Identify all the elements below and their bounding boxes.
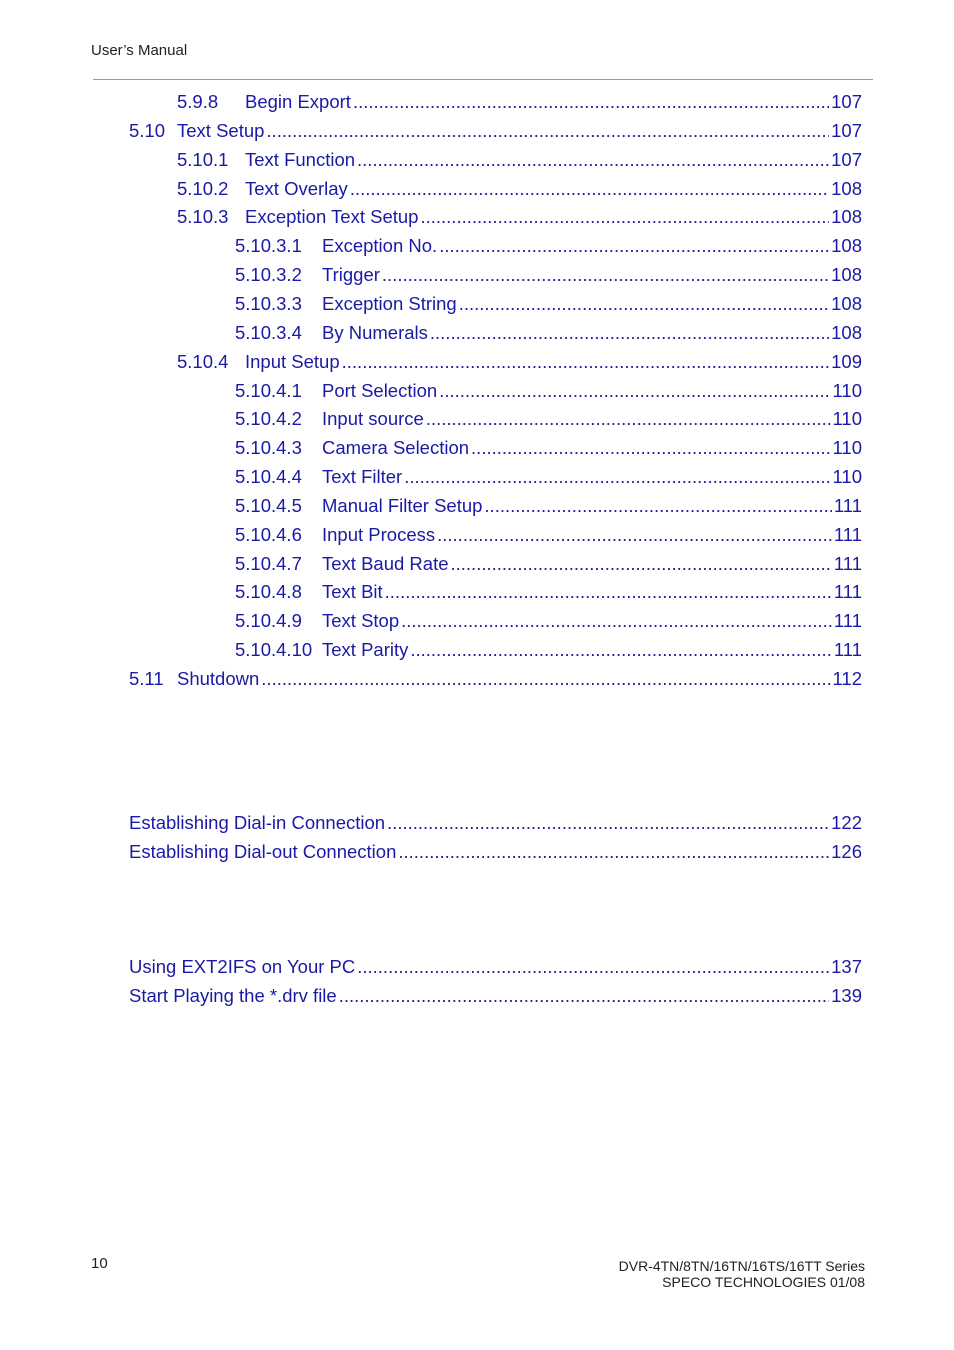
toc-entry-title: Shutdown <box>177 668 260 689</box>
toc-entry[interactable] <box>235 638 862 662</box>
toc-entry-page: 110 <box>832 408 862 430</box>
toc-dot-leader <box>451 552 832 576</box>
footer-info <box>619 1258 865 1290</box>
toc-entry-title: Trigger <box>322 264 380 286</box>
toc-dot-leader <box>420 205 829 229</box>
toc-entry-title: Input Process <box>322 523 436 545</box>
toc-entry-number: 5.10.1 <box>177 148 229 170</box>
toc-entry[interactable] <box>129 811 862 835</box>
toc-entry-number: 5.10.4.2 <box>235 408 302 430</box>
toc-dot-leader <box>387 811 829 835</box>
toc-entry-page: 112 <box>832 668 862 689</box>
toc-entry[interactable] <box>129 840 862 864</box>
toc-entry-number: 5.10 <box>129 119 166 141</box>
toc-entry-number: 5.10.3.2 <box>235 264 302 286</box>
toc-entry-title: Text Setup <box>177 119 265 141</box>
toc-entry-title: Text Stop <box>322 610 400 632</box>
toc-entry-page: 137 <box>831 956 862 977</box>
toc-dot-leader <box>382 263 829 287</box>
toc-entry-number: 5.10.3 <box>177 206 229 228</box>
toc-dot-leader <box>404 465 830 489</box>
toc-entry-title: Start Playing the *.drv file <box>129 985 337 1006</box>
toc-entry-number: 5.9.8 <box>177 91 219 112</box>
toc-dot-leader <box>339 984 829 1008</box>
toc-entry[interactable] <box>235 523 862 547</box>
toc-entry-title: Establishing Dial-out Connection <box>129 841 397 862</box>
toc-entry-page: 126 <box>831 841 862 862</box>
header-title: User’s Manual <box>91 42 188 59</box>
toc-entry-page: 110 <box>832 466 862 488</box>
toc-entry-number: 5.10.4.5 <box>235 494 302 516</box>
toc-entry-title: Text Filter <box>322 466 403 488</box>
toc-dot-leader <box>398 840 829 864</box>
footer-series: DVR-4TN/8TN/16TN/16TS/16TT Series <box>618 1258 865 1274</box>
toc-entry[interactable] <box>235 292 862 316</box>
toc-entry-number: 5.10.2 <box>177 177 229 199</box>
toc-entry-number: 5.10.4.6 <box>235 523 302 545</box>
toc-entry[interactable] <box>235 609 862 633</box>
toc-dot-leader <box>430 321 829 345</box>
toc-entry-page: 108 <box>831 235 862 257</box>
toc-dot-leader <box>385 580 832 604</box>
toc-dot-leader <box>437 523 832 547</box>
toc-entry[interactable] <box>235 436 862 460</box>
toc-entry[interactable] <box>235 379 862 403</box>
toc-entry-title: Text Bit <box>322 581 383 603</box>
toc-entry-page: 111 <box>833 552 862 574</box>
toc-entry[interactable] <box>129 119 862 143</box>
toc-entry[interactable] <box>235 494 862 518</box>
toc-dot-leader <box>439 234 829 258</box>
toc-dot-leader <box>426 407 831 431</box>
toc-entry-title: Manual Filter Setup <box>322 494 483 516</box>
toc-dot-leader <box>261 667 830 691</box>
toc-entry-page: 139 <box>831 985 862 1006</box>
toc-entry-page: 110 <box>832 437 862 459</box>
toc-entry-page: 111 <box>833 494 862 516</box>
toc-entry-number: 5.10.4.8 <box>235 581 302 603</box>
toc-entry-page: 108 <box>831 321 862 343</box>
toc-entry-number: 5.10.4.7 <box>235 552 302 574</box>
toc-dot-leader <box>350 177 829 201</box>
toc-entry[interactable] <box>177 205 862 229</box>
toc-entry-number: 5.10.4.10 <box>235 639 313 661</box>
toc-dot-leader <box>357 148 829 172</box>
toc-entry[interactable] <box>235 465 862 489</box>
toc-entry-page: 111 <box>833 639 862 661</box>
toc-entry-number: 5.11 <box>129 668 164 689</box>
toc-entry-number: 5.10.4.9 <box>235 610 302 632</box>
header-divider <box>93 79 873 80</box>
toc-dot-leader <box>459 292 829 316</box>
toc-entry[interactable] <box>235 552 862 576</box>
toc-entry[interactable] <box>129 984 862 1008</box>
toc-entry-number: 5.10.4.1 <box>235 379 302 401</box>
toc-entry-title: Port Selection <box>322 379 438 401</box>
toc-entry-title: Begin Export <box>245 91 351 112</box>
toc-entry-title: Text Baud Rate <box>322 552 449 574</box>
toc-entry-title: Text Function <box>245 148 356 170</box>
toc-entry-number: 5.10.4.4 <box>235 466 302 488</box>
toc-entry-number: 5.10.4 <box>177 350 229 372</box>
toc-entry[interactable] <box>235 234 862 258</box>
toc-dot-leader <box>342 350 829 374</box>
toc-entry-number: 5.10.3.1 <box>235 235 302 257</box>
toc-entry-number: 5.10.3.3 <box>235 292 302 314</box>
toc-entry-title: Text Overlay <box>245 177 348 199</box>
toc-entry-title: Establishing Dial-in Connection <box>129 812 386 833</box>
toc-entry-title: Exception String <box>322 292 457 314</box>
toc-entry-title: Camera Selection <box>322 437 470 459</box>
toc-entry-page: 108 <box>831 177 862 199</box>
toc-entry-page: 107 <box>831 148 862 170</box>
toc-entry-page: 122 <box>831 812 862 833</box>
toc-dot-leader <box>484 494 831 518</box>
toc-entry-page: 111 <box>833 581 862 603</box>
toc-entry-page: 108 <box>831 206 862 228</box>
toc-entry[interactable] <box>177 350 862 374</box>
footer-company: SPECO TECHNOLOGIES 01/08 <box>662 1274 865 1290</box>
toc-entry[interactable] <box>129 955 862 979</box>
toc-entry-page: 107 <box>831 91 862 112</box>
toc-entry-page: 107 <box>831 119 862 141</box>
toc-entry[interactable] <box>129 667 862 691</box>
toc-entry[interactable] <box>177 177 862 201</box>
toc-dot-leader <box>266 119 829 143</box>
toc-entry[interactable] <box>235 263 862 287</box>
toc-entry-title: Input source <box>322 408 424 430</box>
toc-entry-title: Input Setup <box>245 350 340 372</box>
toc-entry-page: 108 <box>831 292 862 314</box>
toc-entry-page: 108 <box>831 264 862 286</box>
toc-entry-page: 109 <box>831 350 862 372</box>
toc-dot-leader <box>353 90 829 114</box>
toc-dot-leader <box>410 638 832 662</box>
toc-entry[interactable] <box>177 90 862 114</box>
toc-entry-page: 111 <box>833 610 862 632</box>
toc-entry-page: 110 <box>832 379 862 401</box>
footer-page-number: 10 <box>91 1255 108 1272</box>
toc-dot-leader <box>471 436 830 460</box>
toc-entry[interactable] <box>235 321 862 345</box>
toc-entry-title: Text Parity <box>322 639 409 661</box>
toc-entry-page: 111 <box>833 523 862 545</box>
toc-entry-title: Exception No. <box>322 235 438 257</box>
toc-entry-title: By Numerals <box>322 321 428 343</box>
toc-entry[interactable] <box>235 580 862 604</box>
toc-entry-title: Exception Text Setup <box>245 206 419 228</box>
toc-entry-number: 5.10.4.3 <box>235 437 302 459</box>
toc-dot-leader <box>357 955 829 979</box>
toc-entry[interactable] <box>177 148 862 172</box>
toc-entry[interactable] <box>235 407 862 431</box>
toc-entry-number: 5.10.3.4 <box>235 321 302 343</box>
toc-dot-leader <box>439 379 830 403</box>
toc-entry-title: Using EXT2IFS on Your PC <box>129 956 356 977</box>
toc-dot-leader <box>401 609 832 633</box>
